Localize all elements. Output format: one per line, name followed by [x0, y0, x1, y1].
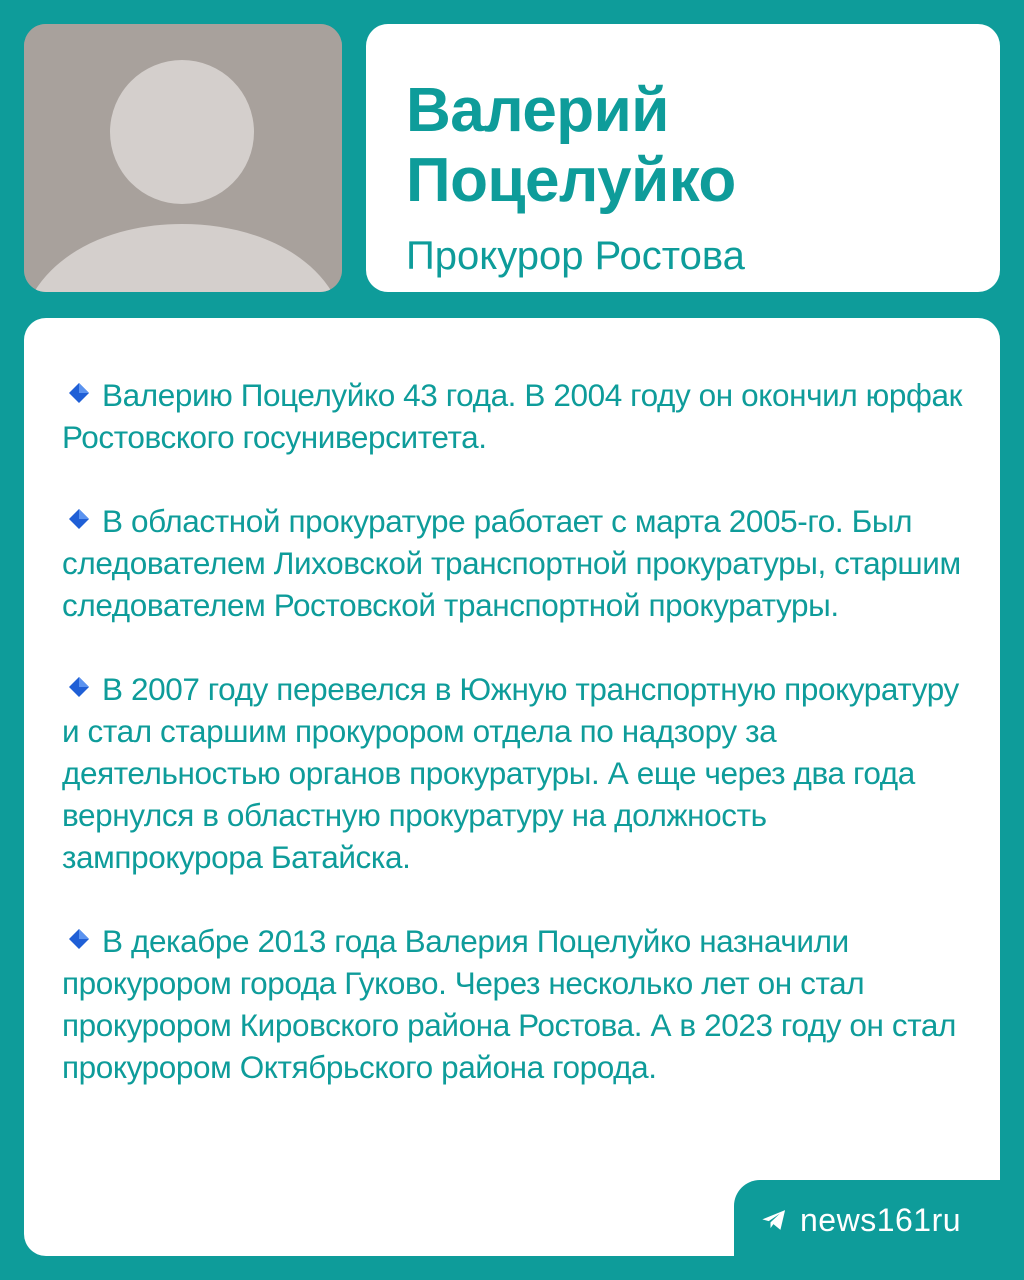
name-card: [366, 24, 1000, 292]
blue-diamond-icon: [68, 508, 90, 530]
bio-card: [24, 318, 1000, 1256]
brand-label: news161ru: [800, 1201, 962, 1238]
bio-paragraph: [62, 920, 970, 1088]
name-line-first: Валерий: [406, 76, 669, 145]
avatar: [24, 24, 342, 292]
telegram-icon: [760, 1206, 788, 1234]
person-position: Прокурор Ростова: [406, 234, 745, 278]
brand-link[interactable]: [760, 1198, 961, 1242]
person-name: [406, 76, 1000, 216]
bio-paragraph: [62, 500, 970, 626]
blue-diamond-icon: [68, 676, 90, 698]
bio-text: В декабре 2013 года Валерия Поцелуйко назначили прокурором города Гуково. Через несколько лет он стал прокурором Кировского района Ростова. А в 2023 году он стал прокурором Октябрьского района города.: [62, 923, 957, 1085]
bio-text: В 2007 году перевелся в Южную транспортную прокуратуру и стал старшим прокурором отдела по надзору за деятельностью органов прокуратуры. А еще через два года вернулся в областную прокуратуру на должность зампрокурора Батайска.: [62, 671, 959, 875]
blue-diamond-icon: [68, 928, 90, 950]
person-placeholder-icon: [24, 24, 342, 292]
bio-paragraph: [62, 668, 970, 878]
bio-text: Валерию Поцелуйко 43 года. В 2004 году он окончил юрфак Ростовского госуниверситета.: [62, 377, 963, 455]
bio-text: В областной прокуратуре работает с марта 2005-го. Был следователем Лиховской транспортной прокуратуры, старшим следователем Ростовской транспортной прокуратуры.: [62, 503, 961, 623]
name-line-last: Поцелуйко: [406, 146, 736, 215]
blue-diamond-icon: [68, 382, 90, 404]
bio-paragraph: [62, 374, 970, 458]
